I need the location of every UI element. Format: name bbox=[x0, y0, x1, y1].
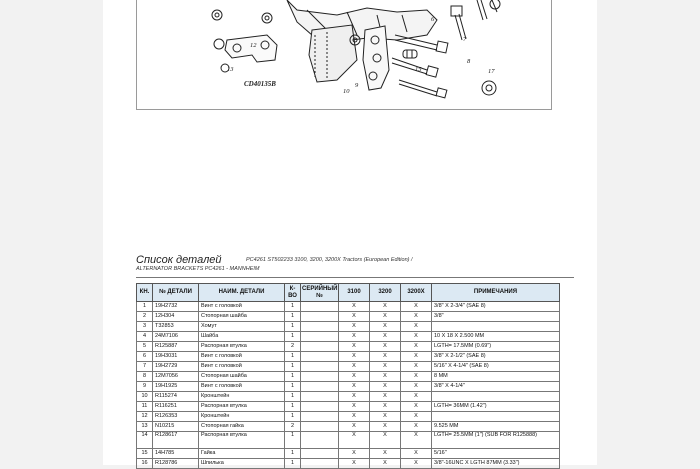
callout-label: 13 bbox=[227, 66, 234, 73]
table-cell: 7 bbox=[137, 362, 153, 372]
document-page bbox=[103, 0, 597, 465]
table-cell: LGTH= 36MM (1.42") bbox=[432, 402, 560, 412]
table-cell: 10 bbox=[137, 392, 153, 402]
table-cell bbox=[432, 392, 560, 402]
table-cell: X bbox=[401, 372, 432, 382]
table-row bbox=[137, 312, 560, 322]
table-cell: X bbox=[339, 402, 370, 412]
table-cell bbox=[301, 312, 339, 322]
table-cell: X bbox=[339, 352, 370, 362]
table-cell: X bbox=[370, 362, 401, 372]
table-cell: 5/16" bbox=[432, 449, 560, 459]
table-cell: X bbox=[370, 312, 401, 322]
table-cell: 19H3031 bbox=[153, 352, 199, 362]
parts-list-subtitle: PC4261 ST502233 3100, 3200, 3200X Tractors (European Edition) / bbox=[246, 257, 413, 263]
table-cell bbox=[301, 362, 339, 372]
table-cell bbox=[301, 372, 339, 382]
table-cell bbox=[301, 459, 339, 469]
table-cell: 3/8"-16UNC X LGTH 87MM (3.33") bbox=[432, 459, 560, 469]
table-cell: R128786 bbox=[153, 459, 199, 469]
table-row bbox=[137, 352, 560, 362]
table-cell: 1 bbox=[285, 362, 301, 372]
table-cell: LGTH= 25.5MM (1") (SUB FOR R125888) bbox=[432, 432, 560, 449]
table-row bbox=[137, 382, 560, 392]
table-cell: X bbox=[401, 392, 432, 402]
table-cell: X bbox=[339, 342, 370, 352]
table-cell: X bbox=[370, 459, 401, 469]
table-row bbox=[137, 402, 560, 412]
table-cell: T32853 bbox=[153, 322, 199, 332]
figure-code: CD40135B bbox=[244, 80, 276, 88]
table-cell: Винт с головкой bbox=[199, 382, 285, 392]
table-cell: X bbox=[339, 332, 370, 342]
table-cell: 12H304 bbox=[153, 312, 199, 322]
table-cell: 1 bbox=[285, 392, 301, 402]
table-cell: Стопорная шайба bbox=[199, 372, 285, 382]
table-cell bbox=[301, 432, 339, 449]
table-cell: X bbox=[370, 322, 401, 332]
table-cell: 14H785 bbox=[153, 449, 199, 459]
table-cell: X bbox=[401, 332, 432, 342]
table-cell: X bbox=[339, 372, 370, 382]
table-cell bbox=[301, 392, 339, 402]
table-cell bbox=[301, 352, 339, 362]
table-cell: 1 bbox=[285, 412, 301, 422]
column-header: НАИМ. ДЕТАЛИ bbox=[199, 284, 285, 302]
table-cell: X bbox=[401, 342, 432, 352]
table-cell: 1 bbox=[285, 352, 301, 362]
table-cell bbox=[432, 322, 560, 332]
table-cell: 12M7056 bbox=[153, 372, 199, 382]
table-cell: 1 bbox=[285, 372, 301, 382]
table-cell: 1 bbox=[285, 382, 301, 392]
table-cell: X bbox=[339, 362, 370, 372]
table-cell: 3/8" bbox=[432, 312, 560, 322]
table-cell bbox=[301, 412, 339, 422]
table-cell: 1 bbox=[285, 322, 301, 332]
column-header: КН. bbox=[137, 284, 153, 302]
table-cell: X bbox=[339, 312, 370, 322]
table-cell: LGTH= 17.5MM (0.69") bbox=[432, 342, 560, 352]
table-cell: X bbox=[339, 382, 370, 392]
parts-list-title: Список деталей bbox=[136, 254, 222, 266]
table-cell: X bbox=[339, 302, 370, 312]
table-cell: 2 bbox=[285, 342, 301, 352]
parts-list-subtitle: ALTERNATOR BRACKETS PC4261 - MANNHEIM bbox=[136, 266, 260, 272]
callout-label: 17 bbox=[488, 68, 495, 75]
table-cell: 5/16" X 4-1/4" (SAE 8) bbox=[432, 362, 560, 372]
table-row bbox=[137, 332, 560, 342]
callout-label: 12 bbox=[250, 42, 257, 49]
table-row bbox=[137, 342, 560, 352]
table-cell: 1 bbox=[285, 402, 301, 412]
table-cell: X bbox=[401, 459, 432, 469]
table-cell: 10 X 18 X 2.500 MM bbox=[432, 332, 560, 342]
table-cell: X bbox=[370, 412, 401, 422]
table-cell bbox=[301, 449, 339, 459]
table-row bbox=[137, 322, 560, 332]
table-cell: 14 bbox=[137, 432, 153, 449]
table-cell: Винт с головкой bbox=[199, 352, 285, 362]
table-cell: 2 bbox=[137, 312, 153, 322]
table-cell: X bbox=[401, 322, 432, 332]
table-cell: 3/8" X 4-1/4" bbox=[432, 382, 560, 392]
table-cell: X bbox=[401, 432, 432, 449]
table-cell: X bbox=[370, 352, 401, 362]
table-cell: 3/8" X 2-3/4" (SAE 8) bbox=[432, 302, 560, 312]
table-cell: X bbox=[370, 372, 401, 382]
table-cell: Распорная втулка bbox=[199, 432, 285, 449]
table-cell: X bbox=[370, 422, 401, 432]
callout-label: 9 bbox=[355, 82, 359, 89]
table-cell bbox=[301, 322, 339, 332]
table-row bbox=[137, 392, 560, 402]
table-row bbox=[137, 422, 560, 432]
table-cell: Шпилька bbox=[199, 459, 285, 469]
table-cell: Распорная втулка bbox=[199, 402, 285, 412]
table-cell bbox=[301, 402, 339, 412]
table-cell: Распорная втулка bbox=[199, 342, 285, 352]
column-header: 3100 bbox=[339, 284, 370, 302]
table-cell: X bbox=[401, 449, 432, 459]
table-cell: 8 MM bbox=[432, 372, 560, 382]
table-cell: X bbox=[401, 422, 432, 432]
table-cell: R126353 bbox=[153, 412, 199, 422]
exploded-view-drawing bbox=[136, 0, 552, 110]
table-cell: 3 bbox=[137, 322, 153, 332]
table-cell: Хомут bbox=[199, 322, 285, 332]
column-header: № ДЕТАЛИ bbox=[153, 284, 199, 302]
column-header: 3200X bbox=[401, 284, 432, 302]
table-cell: Стопорная шайба bbox=[199, 312, 285, 322]
table-cell: Кронштейн bbox=[199, 412, 285, 422]
callout-label: 6 bbox=[431, 16, 435, 23]
table-row bbox=[137, 302, 560, 312]
table-cell: 12 bbox=[137, 412, 153, 422]
table-cell: Винт с головкой bbox=[199, 362, 285, 372]
table-cell: 9 bbox=[137, 382, 153, 392]
callout-label: 8 bbox=[467, 58, 471, 65]
callout-label: 15 bbox=[415, 66, 422, 73]
table-cell: 1 bbox=[285, 332, 301, 342]
column-header: СЕРИЙНЫЙ № bbox=[301, 284, 339, 302]
table-cell: 1 bbox=[137, 302, 153, 312]
table-cell: 16 bbox=[137, 459, 153, 469]
table-cell: 5 bbox=[137, 342, 153, 352]
table-cell: X bbox=[370, 449, 401, 459]
table-cell: 8 bbox=[137, 372, 153, 382]
table-cell: X bbox=[401, 312, 432, 322]
table-cell: 24M7106 bbox=[153, 332, 199, 342]
table-cell: R128617 bbox=[153, 432, 199, 449]
table-cell bbox=[301, 342, 339, 352]
table-cell: 6 bbox=[137, 352, 153, 362]
table-row bbox=[137, 412, 560, 422]
table-cell: X bbox=[339, 322, 370, 332]
table-cell: 13 bbox=[137, 422, 153, 432]
table-cell bbox=[301, 302, 339, 312]
parts-table bbox=[136, 283, 560, 469]
table-cell: 11 bbox=[137, 402, 153, 412]
callout-label: 7 bbox=[463, 36, 467, 43]
table-row bbox=[137, 372, 560, 382]
table-cell: X bbox=[401, 302, 432, 312]
table-cell: X bbox=[370, 392, 401, 402]
table-cell: 4 bbox=[137, 332, 153, 342]
table-cell: X bbox=[401, 412, 432, 422]
table-cell: Кронштейн bbox=[199, 392, 285, 402]
table-row bbox=[137, 449, 560, 459]
table-cell: X bbox=[339, 392, 370, 402]
table-cell: 1 bbox=[285, 459, 301, 469]
table-cell bbox=[301, 332, 339, 342]
table-cell: X bbox=[339, 432, 370, 449]
column-header: К-ВО bbox=[285, 284, 301, 302]
table-cell: 19H2729 bbox=[153, 362, 199, 372]
table-cell: 1 bbox=[285, 312, 301, 322]
table-cell: X bbox=[370, 432, 401, 449]
callout-label: 10 bbox=[343, 88, 350, 95]
table-cell: Шайба bbox=[199, 332, 285, 342]
table-cell: R115274 bbox=[153, 392, 199, 402]
table-cell: 1 bbox=[285, 432, 301, 449]
table-cell: R125887 bbox=[153, 342, 199, 352]
table-cell bbox=[301, 382, 339, 392]
table-cell: Винт с головкой bbox=[199, 302, 285, 312]
table-cell: 1 bbox=[285, 449, 301, 459]
table-cell: X bbox=[370, 402, 401, 412]
table-cell: X bbox=[339, 459, 370, 469]
table-cell: X bbox=[401, 362, 432, 372]
table-cell: X bbox=[339, 412, 370, 422]
table-cell: Стопорная гайка bbox=[199, 422, 285, 432]
table-cell: X bbox=[370, 332, 401, 342]
table-cell: X bbox=[401, 402, 432, 412]
table-cell bbox=[432, 412, 560, 422]
table-cell: X bbox=[401, 352, 432, 362]
table-cell: 2 bbox=[285, 422, 301, 432]
table-cell: X bbox=[370, 302, 401, 312]
table-cell: Гайка bbox=[199, 449, 285, 459]
table-cell: N10215 bbox=[153, 422, 199, 432]
table-row bbox=[137, 459, 560, 469]
table-cell: R116251 bbox=[153, 402, 199, 412]
table-cell: X bbox=[401, 382, 432, 392]
table-row bbox=[137, 432, 560, 449]
table-cell: 19H1925 bbox=[153, 382, 199, 392]
title-divider bbox=[136, 277, 574, 278]
table-cell: 9.525 MM bbox=[432, 422, 560, 432]
column-header: ПРИМЕЧАНИЯ bbox=[432, 284, 560, 302]
table-cell: 3/8" X 2-1/2" (SAE 8) bbox=[432, 352, 560, 362]
table-cell: X bbox=[339, 422, 370, 432]
table-cell: X bbox=[339, 449, 370, 459]
table-cell: X bbox=[370, 382, 401, 392]
table-row bbox=[137, 362, 560, 372]
table-cell: 1 bbox=[285, 302, 301, 312]
table-header-row bbox=[137, 284, 560, 302]
table-cell: 15 bbox=[137, 449, 153, 459]
table-cell: X bbox=[370, 342, 401, 352]
column-header: 3200 bbox=[370, 284, 401, 302]
parts-table-body bbox=[137, 302, 560, 469]
table-cell: 19H2732 bbox=[153, 302, 199, 312]
table-cell bbox=[301, 422, 339, 432]
